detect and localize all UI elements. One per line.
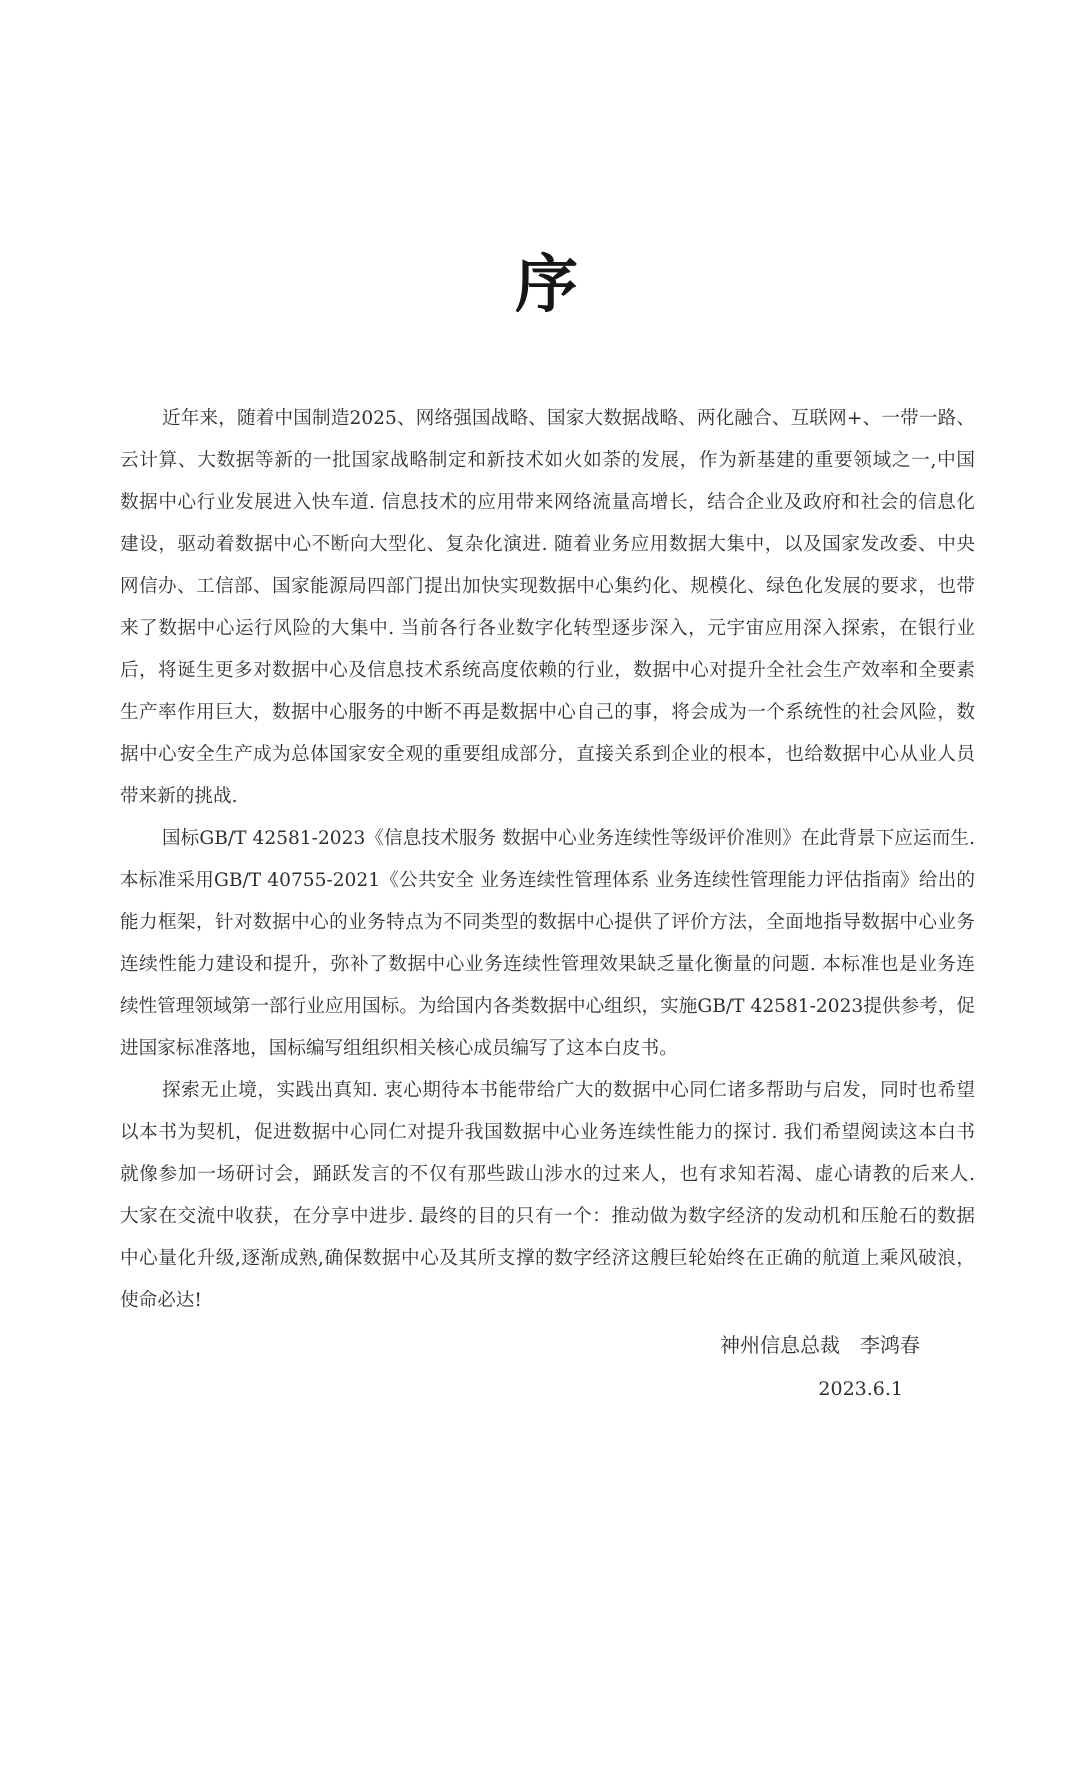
text-line: 就像参加一场研讨会，踊跃发言的不仅有那些跋山涉水的过来人，也有求知若渴、虚心请教的后来人. xyxy=(120,1164,975,1185)
text-line: 带来新的挑战. xyxy=(120,786,238,807)
text-line: 建设，驱动着数据中心不断向大型化、复杂化演进. 随着业务应用数据大集中，以及国家发改委、中央 xyxy=(120,534,975,555)
text-line: 能力框架，针对数据中心的业务特点为不同类型的数据中心提供了评价方法，全面地指导数据中心业务 xyxy=(120,912,975,933)
preface-body xyxy=(120,398,975,1322)
text-line: 使命必达! xyxy=(120,1290,202,1311)
page-title: 序 xyxy=(515,247,580,321)
text-line: 国标GB/T 42581-2023《信息技术服务 数据中心业务连续性等级评价准则》在此背景下应运而生. xyxy=(162,828,975,849)
signature-line: 神州信息总裁 李鸿春 xyxy=(720,1333,920,1357)
paragraph xyxy=(120,1070,975,1322)
text-line: 续性管理领域第一部行业应用国标。为给国内各类数据中心组织，实施GB/T 42581-2023提供参考，促 xyxy=(120,996,975,1017)
text-line: 近年来，随着中国制造2025、网络强国战略、国家大数据战略、两化融合、互联网+、一带一路、 xyxy=(162,408,975,429)
text-line: 探索无止境，实践出真知. 衷心期待本书能带给广大的数据中心同仁诸多帮助与启发，同时也希望 xyxy=(162,1080,975,1101)
paragraph xyxy=(120,818,975,1070)
text-line: 大家在交流中收获，在分享中进步. 最终的目的只有一个：推动做为数字经济的发动机和压舱石的数据 xyxy=(120,1206,975,1227)
text-line: 以本书为契机，促进数据中心同仁对提升我国数据中心业务连续性能力的探讨. 我们希望阅读这本白书 xyxy=(120,1122,975,1143)
text-line: 连续性能力建设和提升，弥补了数据中心业务连续性管理效果缺乏量化衡量的问题. 本标准也是业务连 xyxy=(120,954,975,975)
text-line: 云计算、大数据等新的一批国家战略制定和新技术如火如荼的发展，作为新基建的重要领域之一,中国 xyxy=(120,450,975,471)
paragraph xyxy=(120,398,975,818)
text-line: 来了数据中心运行风险的大集中. 当前各行各业数字化转型逐步深入，元宇宙应用深入探索，在银行业 xyxy=(120,618,975,639)
text-line: 数据中心行业发展进入快车道. 信息技术的应用带来网络流量高增长，结合企业及政府和社会的信息化 xyxy=(120,492,975,513)
text-line: 网信办、工信部、国家能源局四部门提出加快实现数据中心集约化、规模化、绿色化发展的要求，也带 xyxy=(120,576,975,597)
text-line: 中心量化升级,逐渐成熟,确保数据中心及其所支撑的数字经济这艘巨轮始终在正确的航道上乘风破浪， xyxy=(120,1248,975,1269)
text-line: 本标准采用GB/T 40755-2021《公共安全 业务连续性管理体系 业务连续性管理能力评估指南》给出的 xyxy=(120,870,975,891)
text-line: 生产率作用巨大，数据中心服务的中断不再是数据中心自己的事，将会成为一个系统性的社会风险，数 xyxy=(120,702,975,723)
text-line: 据中心安全生产成为总体国家安全观的重要组成部分，直接关系到企业的根本，也给数据中心从业人员 xyxy=(120,744,975,765)
preface-page xyxy=(0,244,1080,1771)
text-line: 后，将诞生更多对数据中心及信息技术系统高度依赖的行业，数据中心对提升全社会生产效率和全要素 xyxy=(120,660,975,681)
signature-date: 2023.6.1 xyxy=(818,1378,903,1400)
text-line: 进国家标准落地，国标编写组组织相关核心成员编写了这本白皮书。 xyxy=(120,1038,678,1059)
